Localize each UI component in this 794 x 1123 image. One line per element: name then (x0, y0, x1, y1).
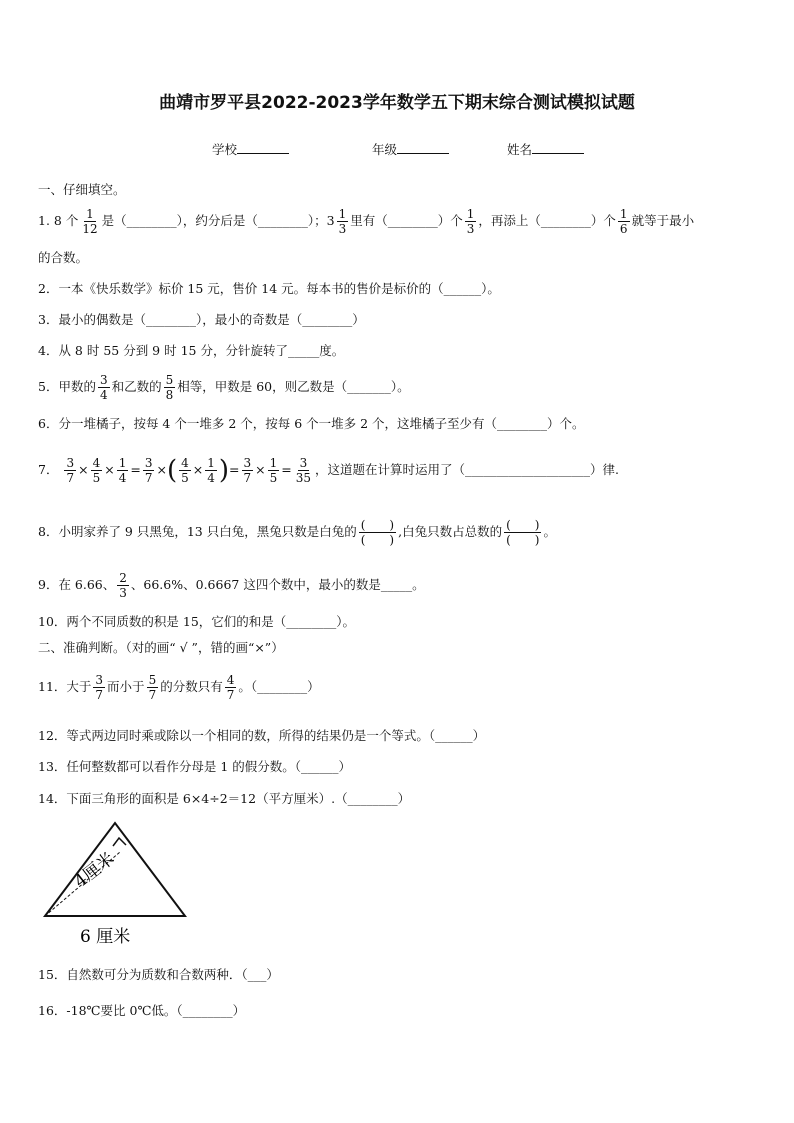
fraction: $\frac{5}{8}$ (165, 373, 174, 402)
fraction: $\frac{5}{7}$ (148, 673, 157, 702)
answer-fraction-blank[interactable]: $\frac{( )}{( )}$ (506, 518, 540, 547)
height-label: 4厘米 (70, 848, 119, 893)
question-11: 11．大于 $\frac{3}{7}$ 而小于 $\frac{5}{7}$ 的分数只有 $\frac{4}{7}$ 。（________） (38, 673, 320, 702)
fraction: $\frac{1}{4}$ (207, 456, 215, 485)
question-8: 8．小明家养了 9 只黑兔，13 只白兔，黑兔只数是白兔的 $\frac{( )}{( )}$ ,白兔只数占总数的 $\frac{( )}{( )}$ 。 (38, 518, 556, 547)
question-6: 6．分一堆橘子，按每 4 个一堆多 2 个，按每 6 个一堆多 2 个，这堆橘子至少有（________）个。 (38, 416, 585, 431)
question-4: 4．从 8 时 55 分到 9 时 15 分，分针旋转了_____度。 (38, 343, 345, 358)
fraction: $\frac{2}{3}$ (119, 571, 127, 600)
base-label: 6 厘米 (80, 927, 131, 947)
fraction: $\frac{3}{35}$ (295, 456, 312, 485)
page-title: 曲靖市罗平县2022-2023学年数学五下期末综合测试模拟试题 (159, 93, 635, 113)
question-2: 2．一本《快乐数学》标价 15 元，售价 14 元。每本书的售价是标价的（______）。 (38, 281, 500, 296)
fraction: $\frac{4}{5}$ (92, 456, 101, 485)
question-16: 16．-18℃要比 0℃低。（________） (38, 1003, 246, 1018)
fraction: $\frac{3}{7}$ (95, 673, 104, 702)
question-9: 9．在 6.66、 $\frac{2}{3}$ 、66.6%、0.6667 这四个数中，最小的数是_____。 (38, 571, 425, 600)
question-1: 1. 8 个 $\frac{1}{12}$ 是（________），约分后是（________）；3 $\frac{1}{3}$ 里有（________）个 $\frac{1}{3}$ ，再添上（________）个 $\frac{1}{6}$ 就等于最小 (38, 207, 695, 236)
fraction: $\frac{1}{3}$ (466, 207, 475, 236)
fraction: $\frac{1}{3}$ (338, 207, 347, 236)
fraction: $\frac{3}{7}$ (243, 456, 252, 485)
question-3: 3．最小的偶数是（________），最小的奇数是（________） (38, 312, 365, 327)
section-heading-1: 一、仔细填空。 (38, 182, 126, 197)
fraction: $\frac{3}{4}$ (99, 373, 108, 402)
fraction: $\frac{1}{6}$ (619, 207, 628, 236)
grade-field[interactable]: 年级 (372, 140, 449, 158)
name-field[interactable]: 姓名 (507, 140, 584, 158)
question-12: 12．等式两边同时乘或除以一个相同的数，所得的结果仍是一个等式。（______） (38, 728, 486, 743)
question-14: 14．下面三角形的面积是 6×4÷2＝12（平方厘米）.（________） (38, 791, 411, 806)
triangle-figure (40, 818, 200, 953)
section-heading-2: 二、准确判断。（对的画“ √ ”，错的画“×”） (38, 640, 284, 655)
question-10: 10．两个不同质数的积是 15，它们的和是（________）。 (38, 614, 356, 629)
fraction: $\frac{1}{12}$ (82, 207, 98, 236)
fraction: $\frac{4}{5}$ (181, 456, 189, 485)
answer-fraction-blank[interactable]: $\frac{( )}{( )}$ (360, 518, 395, 547)
fraction: $\frac{3}{7}$ (66, 456, 75, 485)
fraction: $\frac{3}{7}$ (144, 456, 153, 485)
question-7: 7． $\frac{3}{7}$ × $\frac{4}{5}$ × $\frac{1}{4}$ = $\frac{3}{7}$ ×( $\frac{4}{5}$ × $\frac{1}{4}$ )= $\frac{3}{7}$ × $\frac{1}{5}$ = $\frac{3}{35}$ ，这道题在计算时运用了（____________________）律. (38, 455, 620, 486)
question-1-cont: 的合数。 (38, 250, 89, 265)
fraction: $\frac{1}{4}$ (118, 456, 127, 485)
question-5: 5．甲数的 $\frac{3}{4}$ 和乙数的 $\frac{5}{8}$ 相等，甲数是 60，则乙数是（_______）。 (38, 373, 410, 402)
fraction: $\frac{4}{7}$ (226, 673, 235, 702)
school-field[interactable]: 学校 (212, 140, 289, 158)
fraction: $\frac{1}{5}$ (269, 456, 278, 485)
question-15: 15．自然数可分为质数和合数两种．（___） (38, 967, 279, 982)
question-13: 13．任何整数都可以看作分母是 1 的假分数。（______） (38, 759, 352, 774)
